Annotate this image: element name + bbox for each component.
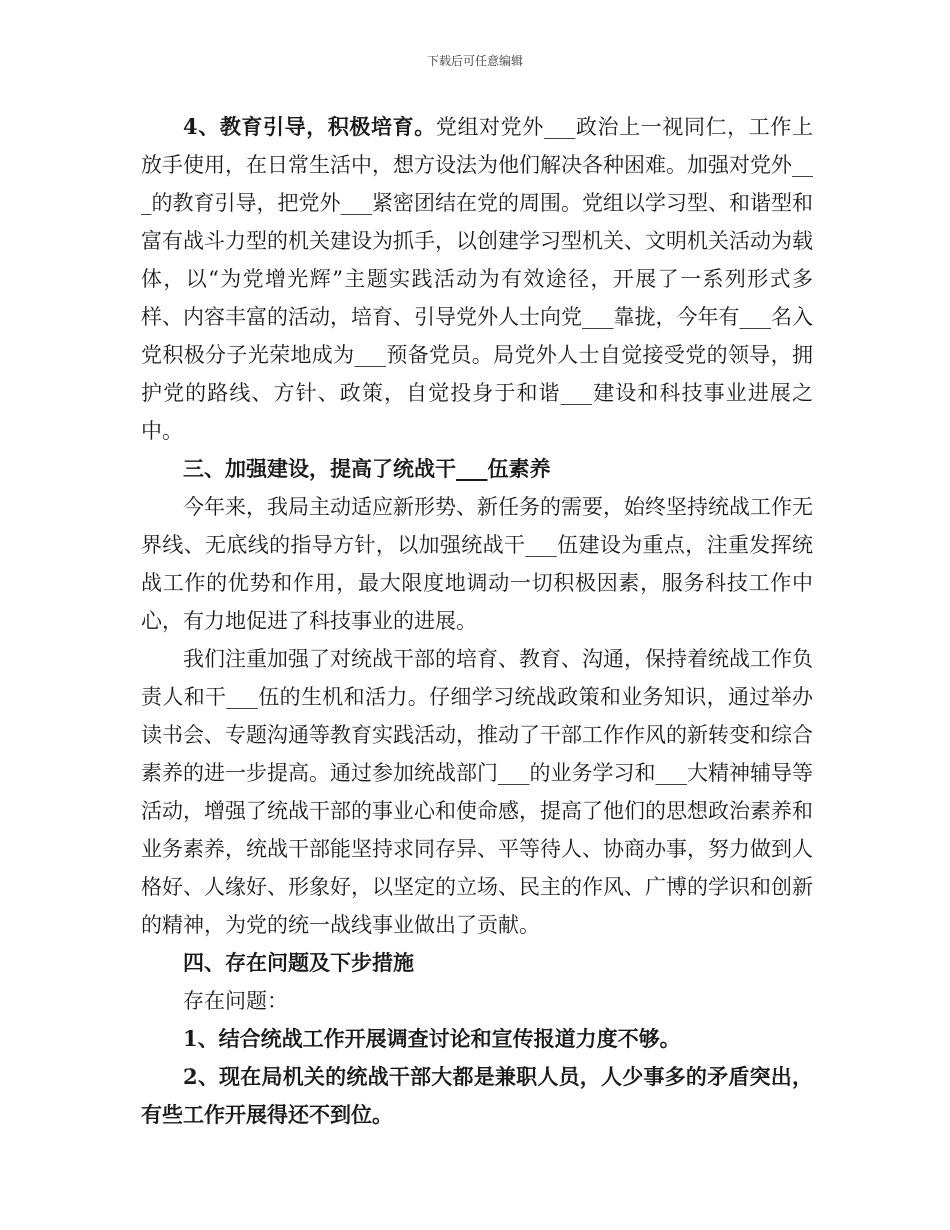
section-heading-four: 四、存在问题及下步措施 (183, 950, 414, 975)
problem-item-1: 1、结合统战工作开展调查讨论和宣传报道力度不够。 (183, 1026, 681, 1051)
document-body (141, 108, 813, 1134)
paragraph-text: 党组对党外___政治上一视同仁，工作上放手使用，在日常生活中，想方设法为他们解决各种困难。加强对党外___的教育引导，把党外___紧密团结在党的周围。党组以学习型、和谐型和富有战斗力型的机关建设为抓手，以创建学习型机关、文明机关活动为载体，以“为党增光辉”主题实践活动为有效途径，开展了一系列形式多样、内容丰富的活动，培育、引导党外人士向党___靠拢，今年有___名入党积极分子光荣地成为___预备党员。局党外人士自觉接受党的领导，拥护党的路线、方针、政策，自觉投身于和谐___建设和科技事业进展之中。 (141, 115, 813, 443)
paragraph-education-guidance (141, 108, 813, 450)
page-header: 下载后可任意编辑 (426, 54, 523, 68)
paragraph-lead: 4、教育引导，积极培育。 (183, 114, 436, 139)
paragraph-problems-label: 存在问题： (183, 989, 288, 1013)
paragraph-this-year: 今年来，我局主动适应新形势、新任务的需要，始终坚持统战工作无界线、无底线的指导方针，以加强统战干___伍建设为重点，注重发挥统战工作的优势和作用，最大限度地调动一切积极因素，服务科技工作中心，有力地促进了科技事业的进展。 (141, 495, 813, 633)
paragraph-cadre-training: 我们注重加强了对统战干部的培育、教育、沟通，保持着统战工作负责人和干___伍的生机和活力。仔细学习统战政策和业务知识，通过举办读书会、专题沟通等教育实践活动，推动了干部工作作风的新转变和综合素养的进一步提高。通过参加统战部门___的业务学习和___大精神辅导等活动，增强了统战干部的事业心和使命感，提高了他们的思想政治素养和业务素养，统战干部能坚持求同存异、平等待人、协商办事，努力做到人格好、人缘好、形象好，以坚定的立场、民主的作风、广博的学识和创新的精神，为党的统一战线事业做出了贡献。 (141, 647, 813, 937)
section-heading-three: 三、加强建设，提高了统战干___伍素养 (183, 456, 551, 481)
problem-item-2: 2、现在局机关的统战干部大都是兼职人员，人少事多的矛盾突出，有些工作开展得还不到位。 (141, 1064, 813, 1127)
